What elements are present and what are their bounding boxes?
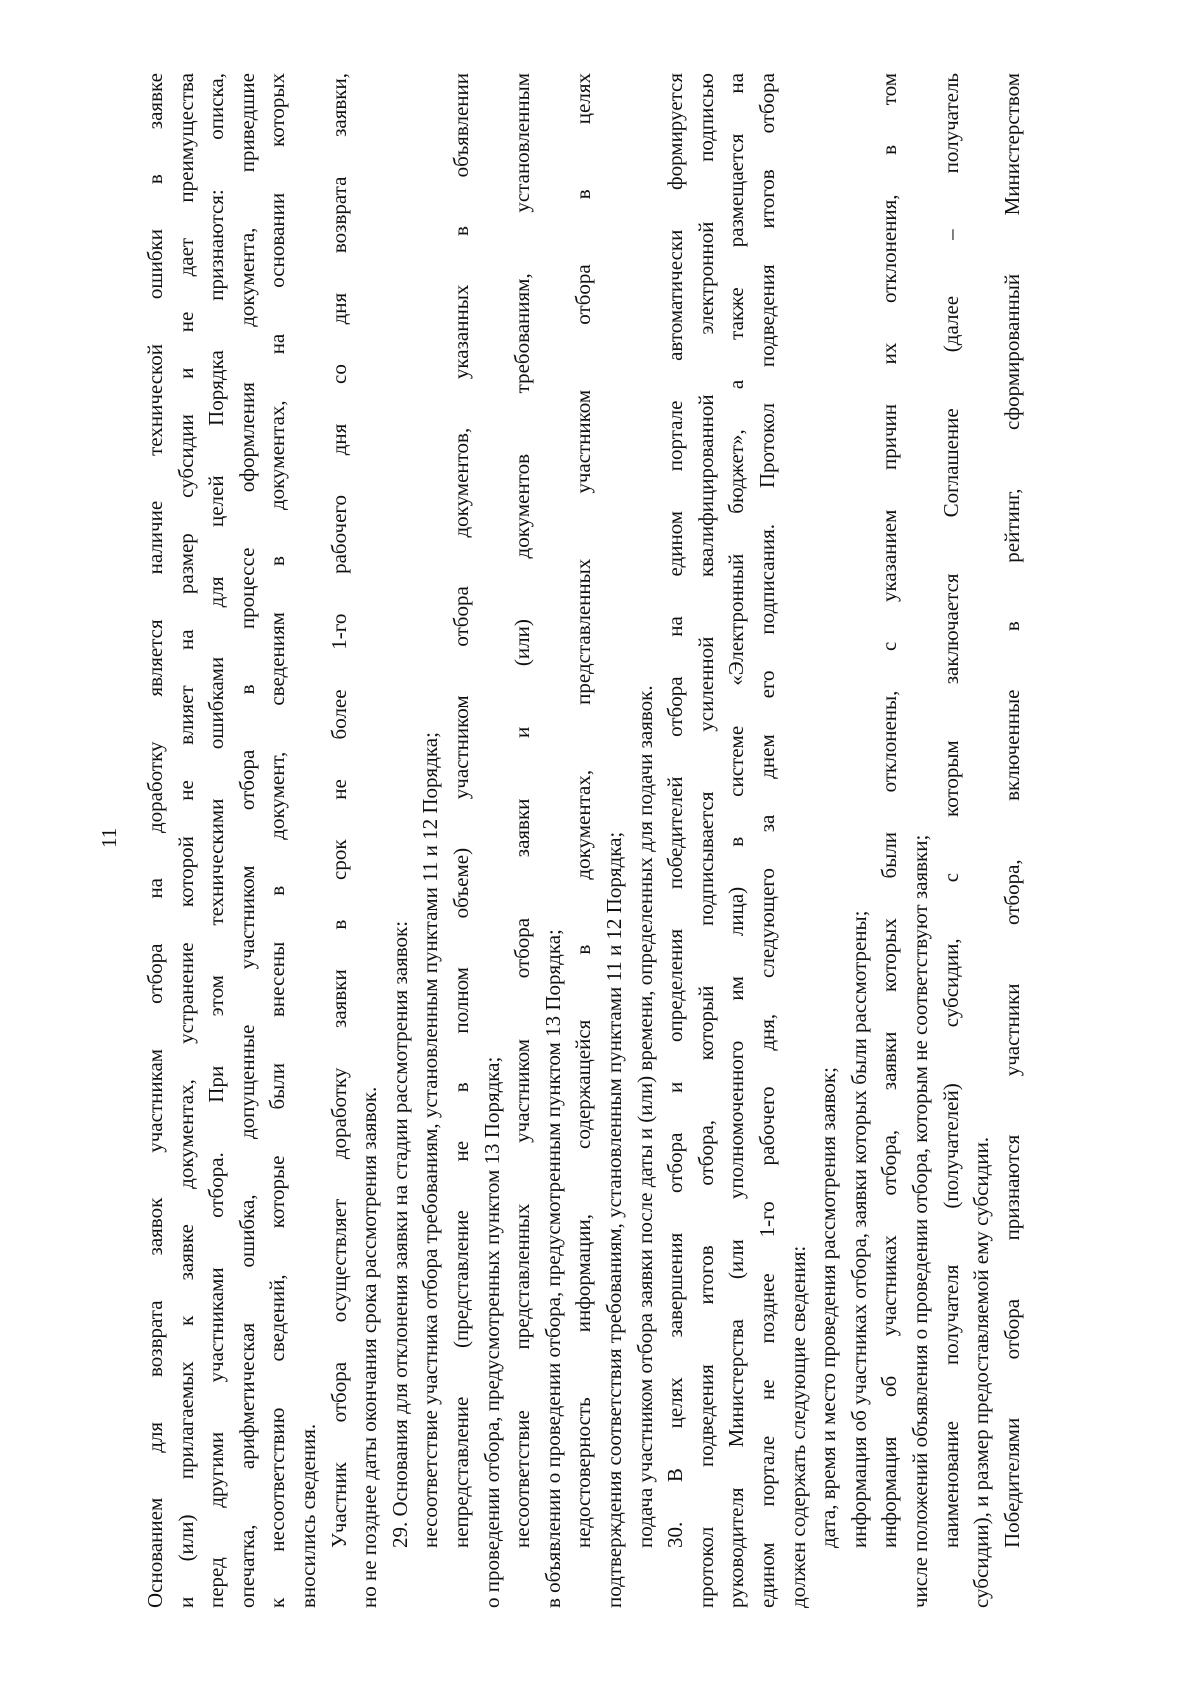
text-line: едином портале не позднее 1-го рабочего дня, следующего за днем его подписания. Протокол подведения итогов отбора [755, 73, 779, 1608]
rotated-page [94, 73, 1094, 1608]
text-line: информация об участниках отбора, заявки которых были рассмотрены; [846, 910, 871, 1548]
text-line: информация об участниках отбора, заявки которых были отклонены, с указанием причин их отклонения, в том [877, 73, 902, 1548]
text-line: и (или) прилагаемых к заявке документах, устранение которой не влияет на размер субсидии и не дает преимущества [173, 73, 198, 1608]
text-line: субсидии), и размер предоставляемой ему субсидии. [969, 1136, 994, 1608]
text-line: Победителями отбора признаются участники отбора, включенные в рейтинг, сформированный Министерством [999, 73, 1024, 1548]
text-line: Основанием для возврата заявок участникам отбора на доработку является наличие технической ошибки в заявке [143, 73, 167, 1608]
text-line: 30. В целях завершения отбора и определения победителей отбора на едином портале автоматически формируется [663, 73, 688, 1548]
text-line: недостоверность информации, содержащейся в документах, представленных участником отбора в целях [571, 73, 596, 1548]
text-line: Участник отбора осуществляет доработку заявки в срок не более 1-го рабочего дня со дня возврата заявки, [326, 73, 351, 1548]
text-line: должен содержать следующие сведения: [785, 1245, 810, 1608]
text-line: протокол подведения итогов отбора, который подписывается усиленной квалифицированной электронной подписью [693, 73, 718, 1608]
text-line: несоответствие представленных участником отбора заявки и (или) документов требованиям, установленным [510, 73, 535, 1548]
text-line: непредставление (представление не в полном объеме) участником отбора документов, указанных в объявлении [449, 73, 473, 1548]
text-line: подача участником отбора заявки после даты и (или) времени, определенных для подачи заявок. [632, 685, 657, 1548]
text-line: дата, время и место проведения рассмотрения заявок; [816, 1067, 841, 1548]
text-line: подтверждения соответствия требованиям, установленным пунктами 11 и 12 Порядка; [602, 831, 626, 1608]
text-line: руководителя Министерства (или уполномоченного им лица) в системе «Электронный бюджет», а также размещается на [724, 73, 749, 1608]
text-line: в объявлении о проведении отбора, предусмотренным пунктом 13 Порядка; [540, 929, 565, 1608]
text-line: перед другими участниками отбора. При этом техническими ошибками для целей Порядка признаются: описка, [204, 73, 229, 1608]
text-line: о проведении отбора, предусмотренных пунктом 13 Порядка; [479, 1056, 504, 1608]
text-line: опечатка, арифметическая ошибка, допущенные участником отбора в процессе оформления документа, приведшие [234, 73, 259, 1608]
text-line: вносились сведения. [296, 1423, 320, 1608]
text-line: числе положений объявления о проведении отбора, которым не соответствуют заявки; [908, 834, 932, 1608]
text-line: но не позднее даты окончания срока рассмотрения заявок. [357, 1086, 382, 1608]
text-line: 29. Основания для отклонения заявки на стадии рассмотрения заявок: [387, 920, 412, 1548]
text-line: несоответствие участника отбора требованиям, установленным пунктами 11 и 12 Порядка; [418, 732, 443, 1548]
page-number: 11 [97, 827, 121, 848]
text-line: наименование получателя (получателей) субсидии, с которым заключается Соглашение (далее – получатель [938, 73, 963, 1548]
text-line: к несоответствию сведений, которые были внесены в документ, сведениям в документах, на основании которых [265, 73, 290, 1608]
